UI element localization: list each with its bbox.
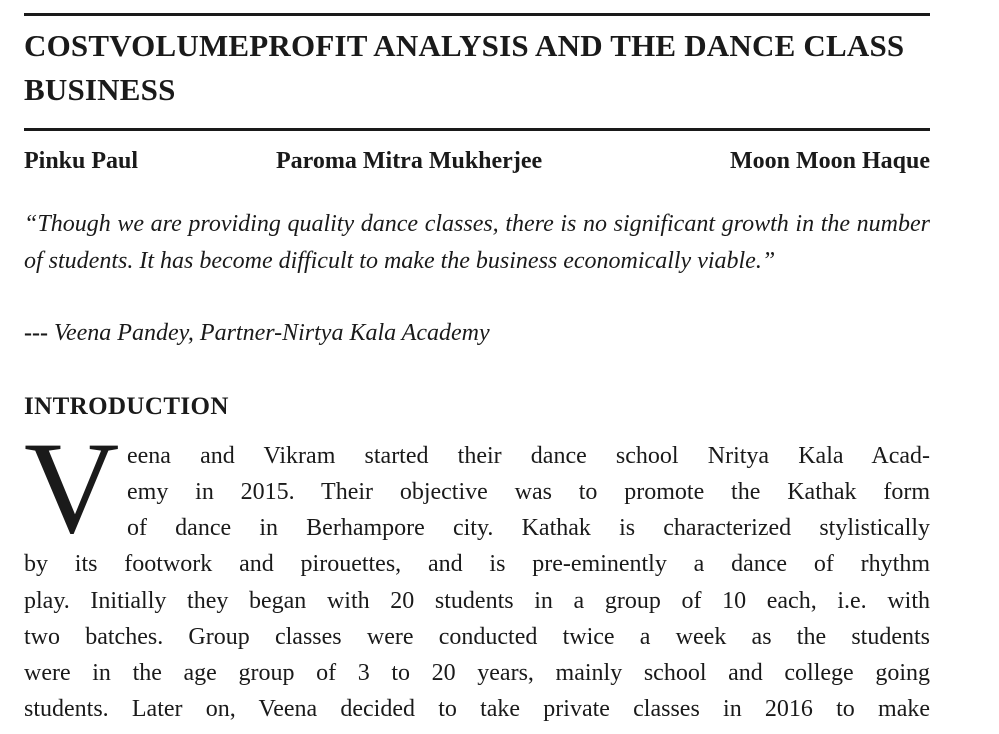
author-list	[24, 143, 930, 179]
body-line: students. Later on, Veena decided to take private classes in 2016 to make	[24, 696, 930, 722]
attribution-name: Veena Pandey, Partner-Nirtya Kala Academy	[53, 320, 490, 346]
author-name: Moon Moon Haque	[729, 148, 930, 174]
body-line: two batches. Group classes were conducted twice a week as the students	[24, 624, 930, 650]
top-rule	[24, 13, 930, 16]
drop-cap: V	[24, 414, 120, 561]
body-line: emy in 2015. Their objective was to promote the Kathak form	[127, 479, 930, 505]
article-title: COSTVOLUMEPROFIT ANALYSIS AND THE DANCE CLASS BUSINESS	[24, 28, 905, 107]
body-line: play. Initially they began with 20 students in a group of 10 each, i.e. with	[24, 588, 930, 614]
body-line: of dance in Berhampore city. Kathak is characterized stylistically	[127, 515, 930, 541]
attribution-dashes: ---	[24, 320, 48, 346]
author-name: Paroma Mitra Mukherjee	[276, 148, 543, 174]
body-line: by its footwork and pirouettes, and is pre-eminently a dance of rhythm	[24, 551, 930, 577]
epigraph-quote: “Though we are providing quality dance classes, there is no significant growth in the number of students. It has become difficult to make the business economically viable.”	[24, 211, 930, 274]
author-name: Pinku Paul	[24, 148, 139, 174]
title-rule	[24, 128, 930, 131]
epigraph-attribution	[24, 315, 490, 351]
section-heading: INTRODUCTION	[24, 393, 229, 420]
body-line: eena and Vikram started their dance school Nritya Kala Acad-	[127, 443, 930, 469]
body-line: were in the age group of 3 to 20 years, mainly school and college going	[24, 660, 930, 686]
